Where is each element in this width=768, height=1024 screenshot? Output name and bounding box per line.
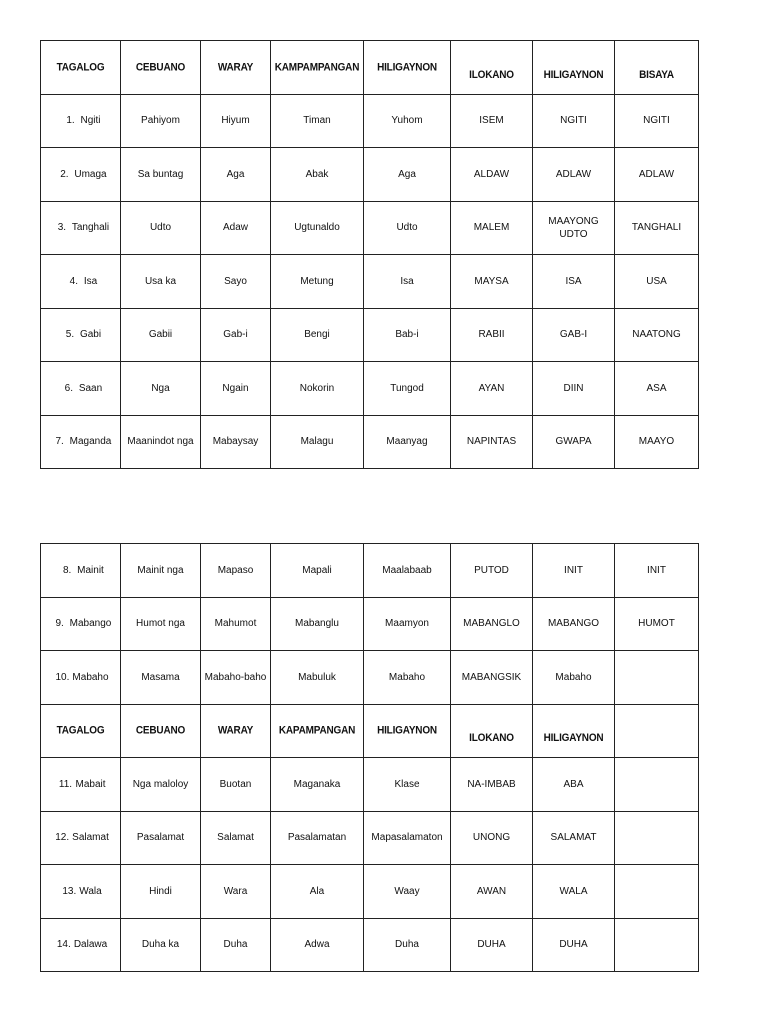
tagalog-word: Maganda xyxy=(69,436,112,448)
header-row xyxy=(41,41,699,95)
column-header: TAGALOG xyxy=(41,37,121,97)
column-header xyxy=(615,701,699,761)
translation-cell: Waay xyxy=(364,865,451,919)
translation-cell: Metung xyxy=(271,255,364,309)
tagalog-cell xyxy=(41,865,121,919)
translation-cell: Malagu xyxy=(271,415,364,469)
row-number: 1. xyxy=(66,115,75,127)
translation-cell: Duha ka xyxy=(121,918,201,972)
row-number: 11. xyxy=(58,778,73,790)
translation-cell: Mabuluk xyxy=(271,651,364,705)
translation-cell: Mapali xyxy=(271,544,364,598)
translation-cell: NAPINTAS xyxy=(451,415,533,469)
table-row xyxy=(41,148,699,202)
translation-cell: NA-IMBAB xyxy=(451,758,533,812)
translation-cell: Mapaso xyxy=(201,544,271,598)
table-row xyxy=(41,651,699,705)
translation-cell: Mabaho xyxy=(364,651,451,705)
row-number: 9. xyxy=(55,618,64,630)
translation-cell: Maalabaab xyxy=(364,544,451,598)
translation-cell: Adaw xyxy=(201,201,271,255)
vocabulary-table-2 xyxy=(40,543,699,972)
translation-cell: Ala xyxy=(271,865,364,919)
translation-cell: INIT xyxy=(615,544,699,598)
vocabulary-table-1 xyxy=(40,40,699,469)
translation-cell: Adwa xyxy=(271,918,364,972)
translation-cell xyxy=(615,865,699,919)
translation-cell: AYAN xyxy=(451,362,533,416)
translation-cell: Gab-i xyxy=(201,308,271,362)
translation-cell: Klase xyxy=(364,758,451,812)
tagalog-cell xyxy=(41,918,121,972)
translation-cell: Hindi xyxy=(121,865,201,919)
tagalog-word: Tanghali xyxy=(71,222,110,234)
column-header: BISAYA xyxy=(615,37,699,97)
table-row xyxy=(41,865,699,919)
tagalog-word: Mabait xyxy=(75,778,106,790)
translation-cell: NAATONG xyxy=(615,308,699,362)
column-header: ILOKANO xyxy=(451,701,533,761)
translation-cell: Humot nga xyxy=(121,597,201,651)
row-number: 6. xyxy=(64,382,73,394)
translation-cell: Maanindot nga xyxy=(121,415,201,469)
translation-cell: DIIN xyxy=(533,362,615,416)
tagalog-word: Mainit xyxy=(77,564,104,576)
table-row xyxy=(41,415,699,469)
translation-cell: MABANGSIK xyxy=(451,651,533,705)
translation-cell: Bab-i xyxy=(364,308,451,362)
translation-cell: Ngain xyxy=(201,362,271,416)
translation-cell: MABANGO xyxy=(533,597,615,651)
translation-cell: INIT xyxy=(533,544,615,598)
row-number: 2. xyxy=(60,168,69,180)
row-number: 5. xyxy=(65,329,75,341)
tagalog-word: Salamat xyxy=(72,832,109,844)
translation-cell: Mahumot xyxy=(201,597,271,651)
translation-cell: Maganaka xyxy=(271,758,364,812)
translation-cell: Buotan xyxy=(201,758,271,812)
translation-cell xyxy=(615,918,699,972)
column-header: HILIGAYNON xyxy=(364,701,451,761)
tagalog-cell xyxy=(41,362,121,416)
translation-cell: GAB-I xyxy=(533,308,615,362)
translation-cell: USA xyxy=(615,255,699,309)
tagalog-cell xyxy=(41,255,121,309)
translation-cell: Tungod xyxy=(364,362,451,416)
translation-cell: Mabanglu xyxy=(271,597,364,651)
translation-cell: GWAPA xyxy=(533,415,615,469)
column-header: HILIGAYNON xyxy=(533,701,615,761)
translation-cell: Nokorin xyxy=(271,362,364,416)
translation-cell: DUHA xyxy=(451,918,533,972)
tagalog-word: Dalawa xyxy=(73,939,108,951)
tagalog-word: Isa xyxy=(83,275,98,287)
translation-cell: TANGHALI xyxy=(615,201,699,255)
translation-cell: MABANGLO xyxy=(451,597,533,651)
column-header: ILOKANO xyxy=(451,37,533,97)
translation-cell: Bengi xyxy=(271,308,364,362)
translation-cell: NGITI xyxy=(615,94,699,148)
translation-cell: SALAMAT xyxy=(533,811,615,865)
table-row xyxy=(41,758,699,812)
column-header: CEBUANO xyxy=(121,701,201,761)
tagalog-word: Ngiti xyxy=(80,115,101,127)
translation-cell: Mabaho-baho xyxy=(201,651,271,705)
tagalog-cell xyxy=(41,758,121,812)
translation-cell: Duha xyxy=(364,918,451,972)
translation-cell: Mainit nga xyxy=(121,544,201,598)
translation-cell: Gabii xyxy=(121,308,201,362)
row-number: 4. xyxy=(69,275,78,287)
translation-cell: Isa xyxy=(364,255,451,309)
column-header: KAMPAMPANGAN xyxy=(271,37,364,97)
translation-cell: NGITI xyxy=(533,94,615,148)
translation-cell: ADLAW xyxy=(615,148,699,202)
tagalog-word: Umaga xyxy=(74,168,107,180)
table-row xyxy=(41,308,699,362)
table-row xyxy=(41,362,699,416)
translation-cell: Maamyon xyxy=(364,597,451,651)
table-row xyxy=(41,811,699,865)
translation-cell: Mabaysay xyxy=(201,415,271,469)
translation-cell: Hiyum xyxy=(201,94,271,148)
column-header: HILIGAYNON xyxy=(533,37,615,97)
table-row xyxy=(41,597,699,651)
translation-cell: Aga xyxy=(201,148,271,202)
table-row xyxy=(41,918,699,972)
table-row xyxy=(41,255,699,309)
table-row xyxy=(41,94,699,148)
header-row xyxy=(41,704,699,758)
translation-cell: MAAYO xyxy=(615,415,699,469)
translation-cell: ADLAW xyxy=(533,148,615,202)
tagalog-cell xyxy=(41,597,121,651)
translation-cell: Pahiyom xyxy=(121,94,201,148)
tagalog-word: Saan xyxy=(78,382,103,394)
table-row xyxy=(41,544,699,598)
translation-cell: Mapasalamaton xyxy=(364,811,451,865)
column-header: CEBUANO xyxy=(121,37,201,97)
translation-cell: HUMOT xyxy=(615,597,699,651)
translation-cell: UNONG xyxy=(451,811,533,865)
tagalog-cell xyxy=(41,651,121,705)
translation-cell: Wara xyxy=(201,865,271,919)
translation-cell xyxy=(615,651,699,705)
column-header: WARAY xyxy=(201,701,271,761)
translation-cell: ISA xyxy=(533,255,615,309)
column-header: KAPAMPANGAN xyxy=(271,701,364,761)
row-number: 8. xyxy=(62,564,72,576)
translation-cell: DUHA xyxy=(533,918,615,972)
translation-cell: AWAN xyxy=(451,865,533,919)
tagalog-cell xyxy=(41,415,121,469)
translation-cell: Masama xyxy=(121,651,201,705)
row-number: 14. xyxy=(56,939,71,951)
translation-cell: Timan xyxy=(271,94,364,148)
tagalog-cell xyxy=(41,544,121,598)
translation-cell: Aga xyxy=(364,148,451,202)
translation-cell: Nga maloloy xyxy=(121,758,201,812)
row-number: 7. xyxy=(55,436,64,448)
translation-cell: MAAYONG UDTO xyxy=(533,201,615,255)
translation-cell: ALDAW xyxy=(451,148,533,202)
translation-cell: RABII xyxy=(451,308,533,362)
translation-cell: Ugtunaldo xyxy=(271,201,364,255)
translation-cell: Sayo xyxy=(201,255,271,309)
row-number: 13. xyxy=(62,885,77,897)
translation-cell: ISEM xyxy=(451,94,533,148)
row-number: 10. xyxy=(55,671,70,683)
table-1-body xyxy=(41,41,699,469)
translation-cell: Abak xyxy=(271,148,364,202)
translation-cell: MALEM xyxy=(451,201,533,255)
tagalog-word: Mabaho xyxy=(72,671,109,683)
translation-cell xyxy=(615,811,699,865)
translation-cell: ABA xyxy=(533,758,615,812)
translation-cell: Salamat xyxy=(201,811,271,865)
translation-cell: Udto xyxy=(364,201,451,255)
column-header: TAGALOG xyxy=(41,701,121,761)
translation-cell: Yuhom xyxy=(364,94,451,148)
tagalog-cell xyxy=(41,308,121,362)
tagalog-cell xyxy=(41,148,121,202)
translation-cell: Duha xyxy=(201,918,271,972)
tagalog-cell xyxy=(41,94,121,148)
column-header: HILIGAYNON xyxy=(364,37,451,97)
translation-cell: Mabaho xyxy=(533,651,615,705)
tagalog-cell xyxy=(41,811,121,865)
translation-cell: Sa buntag xyxy=(121,148,201,202)
table-2-body xyxy=(41,544,699,972)
tagalog-word: Wala xyxy=(79,885,102,897)
translation-cell: Maanyag xyxy=(364,415,451,469)
tagalog-word: Gabi xyxy=(79,329,102,341)
translation-cell: Pasalamat xyxy=(121,811,201,865)
translation-cell: Nga xyxy=(121,362,201,416)
row-number: 12. xyxy=(55,832,70,844)
tagalog-word: Mabango xyxy=(69,618,112,630)
translation-cell: Pasalamatan xyxy=(271,811,364,865)
translation-cell: WALA xyxy=(533,865,615,919)
translation-cell: Usa ka xyxy=(121,255,201,309)
translation-cell: PUTOD xyxy=(451,544,533,598)
table-row xyxy=(41,201,699,255)
translation-cell: Udto xyxy=(121,201,201,255)
column-header: WARAY xyxy=(201,37,271,97)
translation-cell xyxy=(615,758,699,812)
translation-cell: ASA xyxy=(615,362,699,416)
row-number: 3. xyxy=(57,222,67,234)
translation-cell: MAYSA xyxy=(451,255,533,309)
tagalog-cell xyxy=(41,201,121,255)
